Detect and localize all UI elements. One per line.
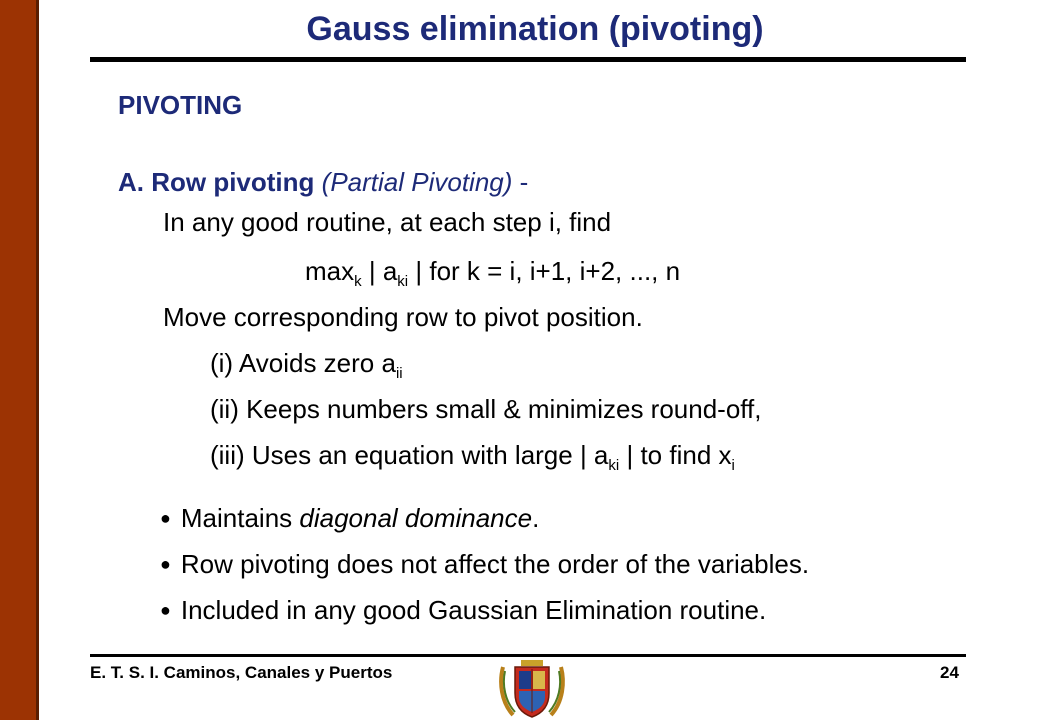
left-decorative-bar — [0, 0, 36, 720]
move-line: Move corresponding row to pivot position. — [163, 302, 643, 332]
find-line: In any good routine, at each step i, find — [163, 207, 612, 237]
page-number: 24 — [940, 663, 959, 682]
point-i-text: (i) Avoids zero a — [210, 348, 396, 378]
bullet-1-post: . — [532, 503, 540, 533]
section-a-paren: (Partial Pivoting) — [321, 167, 513, 197]
slide-title: Gauss elimination (pivoting) — [306, 10, 764, 48]
bullet-1-pre: Maintains — [180, 503, 300, 533]
left-bar-edge — [36, 0, 39, 720]
max-bar-a: | a — [361, 256, 398, 286]
institution-crest-icon — [497, 657, 567, 720]
point-iii — [210, 440, 735, 474]
section-heading: PIVOTING — [118, 90, 243, 120]
footer-institution: E. T. S. I. Caminos, Canales y Puertos — [90, 663, 393, 682]
bullet-diagonal — [160, 503, 539, 534]
point-ii: (ii) Keeps numbers small & minimizes round-off, — [210, 394, 762, 424]
bullet-dot-icon: ● — [160, 554, 171, 574]
max-text: max — [305, 256, 355, 286]
point-iii-mid: | to find x — [619, 440, 732, 470]
point-iii-sub-ki: ki — [608, 457, 620, 474]
bullet-dot-icon: ● — [160, 508, 171, 528]
point-i — [210, 348, 403, 382]
max-sub-ki: ki — [397, 273, 409, 290]
section-a-heading — [118, 167, 528, 198]
bullet-2-text: Row pivoting does not affect the order of the variables. — [180, 549, 810, 579]
section-a-dash: - — [512, 167, 529, 197]
bullet-1-italic: diagonal dominance — [299, 503, 533, 533]
max-sub-k: k — [354, 273, 362, 290]
title-rule — [90, 57, 966, 62]
point-iii-sub-i: i — [731, 457, 735, 474]
bullet-dot-icon: ● — [160, 600, 171, 620]
point-i-sub: ii — [395, 365, 403, 382]
max-formula — [305, 256, 680, 290]
section-a-label: A. Row pivoting — [118, 167, 315, 197]
bullet-order — [160, 549, 809, 580]
max-range: | for k = i, i+1, i+2, ..., n — [408, 256, 681, 286]
bullet-3-text: Included in any good Gaussian Elimination routine. — [180, 595, 767, 625]
point-iii-text: (iii) Uses an equation with large | a — [210, 440, 609, 470]
bullet-included — [160, 595, 766, 626]
